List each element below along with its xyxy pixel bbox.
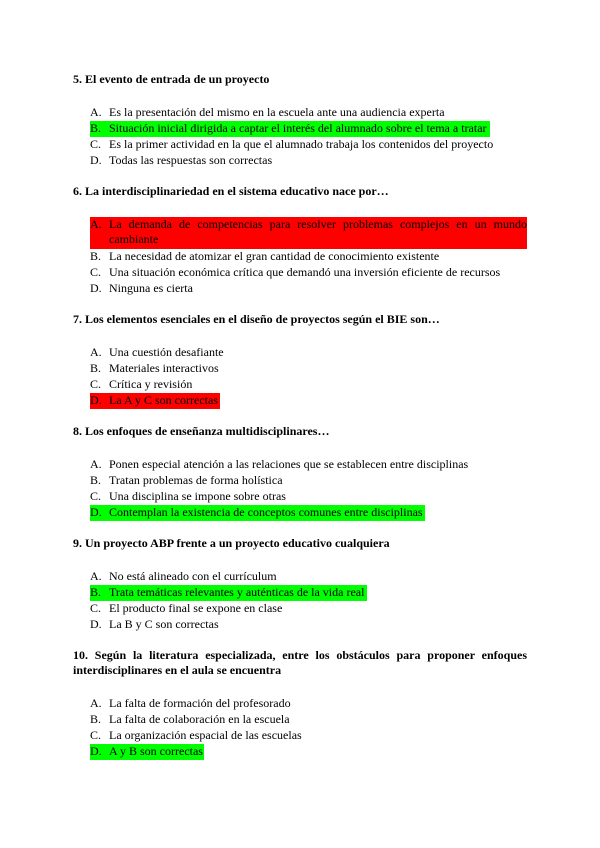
- option-letter: B.: [90, 121, 102, 135]
- option-letter: A.: [90, 696, 102, 710]
- question-title: 9. Un proyecto ABP frente a un proyecto educativo cualquiera: [73, 536, 390, 550]
- options-list: [73, 457, 527, 521]
- options-list: [73, 696, 527, 760]
- option-b: [73, 361, 527, 377]
- option-letter: A.: [90, 105, 102, 119]
- option-letter: D.: [90, 393, 102, 407]
- question-title: 6. La interdisciplinariedad en el sistema educativo nace por…: [73, 184, 389, 198]
- option-letter: B.: [90, 585, 102, 599]
- options-list: [73, 345, 527, 409]
- question-title: 7. Los elementos esenciales en el diseño de proyectos según el BIE son…: [73, 312, 440, 326]
- question-5: [73, 72, 527, 169]
- option-letter: C.: [90, 137, 102, 151]
- option-text: La falta de formación del profesorado: [109, 696, 291, 710]
- option-text: Una cuestión desafiante: [109, 345, 224, 359]
- option-c: [73, 728, 527, 744]
- option-letter: D.: [90, 505, 102, 519]
- option-c: [73, 489, 527, 505]
- option-letter: C.: [90, 489, 102, 503]
- option-text: Crítica y revisión: [109, 377, 193, 391]
- option-a: [73, 569, 527, 585]
- question-10: [73, 648, 527, 760]
- options-list: [73, 105, 527, 169]
- option-text: Es la primer actividad en la que el alumnado trabaja los contenidos del proyecto: [109, 137, 494, 151]
- option-letter: A.: [90, 569, 102, 583]
- question-7: [73, 312, 527, 409]
- option-text: Una situación económica crítica que demandó una inversión eficiente de recursos: [109, 265, 501, 279]
- option-letter: C.: [90, 601, 102, 615]
- option-text: Es la presentación del mismo en la escuela ante una audiencia experta: [109, 105, 445, 119]
- option-text: A y B son correctas: [109, 744, 203, 758]
- question-8: [73, 424, 527, 521]
- option-c: [73, 137, 527, 153]
- question-title: 10. Según la literatura especializada, entre los obstáculos para proponer enfoques interdisciplinares en el aula se encuentra: [73, 648, 527, 677]
- option-b: [73, 473, 527, 489]
- option-letter: C.: [90, 728, 102, 742]
- question-9: [73, 536, 527, 633]
- options-list: [73, 569, 527, 633]
- question-title: 5. El evento de entrada de un proyecto: [73, 72, 270, 86]
- option-b: [73, 249, 527, 265]
- option-a: [73, 345, 527, 361]
- option-text: La B y C son correctas: [109, 617, 219, 631]
- option-letter: B.: [90, 249, 102, 263]
- question-title: 8. Los enfoques de enseñanza multidisciplinares…: [73, 424, 330, 438]
- option-d: [73, 393, 527, 409]
- option-c: [73, 265, 527, 281]
- option-text: El producto final se expone en clase: [109, 601, 283, 615]
- option-a: [73, 105, 527, 121]
- option-d: [73, 281, 527, 297]
- option-text: La falta de colaboración en la escuela: [109, 712, 290, 726]
- option-text: No está alineado con el currículum: [109, 569, 277, 583]
- option-letter: B.: [90, 712, 102, 726]
- option-text: Contemplan la existencia de conceptos comunes entre disciplinas: [109, 505, 423, 519]
- option-letter: A.: [90, 217, 102, 231]
- option-letter: C.: [90, 265, 102, 279]
- option-letter: B.: [90, 361, 102, 375]
- option-text: Ninguna es cierta: [109, 281, 193, 295]
- option-text: Situación inicial dirigida a captar el interés del alumnado sobre el tema a tratar: [109, 121, 487, 135]
- option-letter: A.: [90, 457, 102, 471]
- question-6: [73, 184, 527, 297]
- option-text: La demanda de competencias para resolver problemas complejos en un mundo cambiante: [109, 217, 527, 246]
- option-b: [73, 712, 527, 728]
- option-text: Materiales interactivos: [109, 361, 219, 375]
- option-d: [73, 505, 527, 521]
- option-text: Ponen especial atención a las relaciones que se establecen entre disciplinas: [109, 457, 469, 471]
- option-b: [73, 121, 527, 137]
- options-list: [73, 217, 527, 297]
- option-b: [73, 585, 527, 601]
- option-a: [73, 457, 527, 473]
- option-letter: B.: [90, 473, 102, 487]
- option-text: La necesidad de atomizar el gran cantidad de conocimiento existente: [109, 249, 440, 263]
- option-letter: D.: [90, 744, 102, 758]
- option-c: [73, 601, 527, 617]
- option-letter: C.: [90, 377, 102, 391]
- option-letter: D.: [90, 617, 102, 631]
- option-a: [73, 696, 527, 712]
- option-d: [73, 744, 527, 760]
- option-c: [73, 377, 527, 393]
- option-text: Trata temáticas relevantes y auténticas de la vida real: [109, 585, 365, 599]
- option-text: Una disciplina se impone sobre otras: [109, 489, 286, 503]
- option-letter: D.: [90, 153, 102, 167]
- option-text: Todas las respuestas son correctas: [109, 153, 273, 167]
- option-text: La A y C son correctas: [109, 393, 218, 407]
- option-d: [73, 153, 527, 169]
- option-a: [73, 217, 527, 249]
- option-letter: D.: [90, 281, 102, 295]
- option-text: Tratan problemas de forma holística: [109, 473, 283, 487]
- option-text: La organización espacial de las escuelas: [109, 728, 302, 742]
- option-d: [73, 617, 527, 633]
- option-letter: A.: [90, 345, 102, 359]
